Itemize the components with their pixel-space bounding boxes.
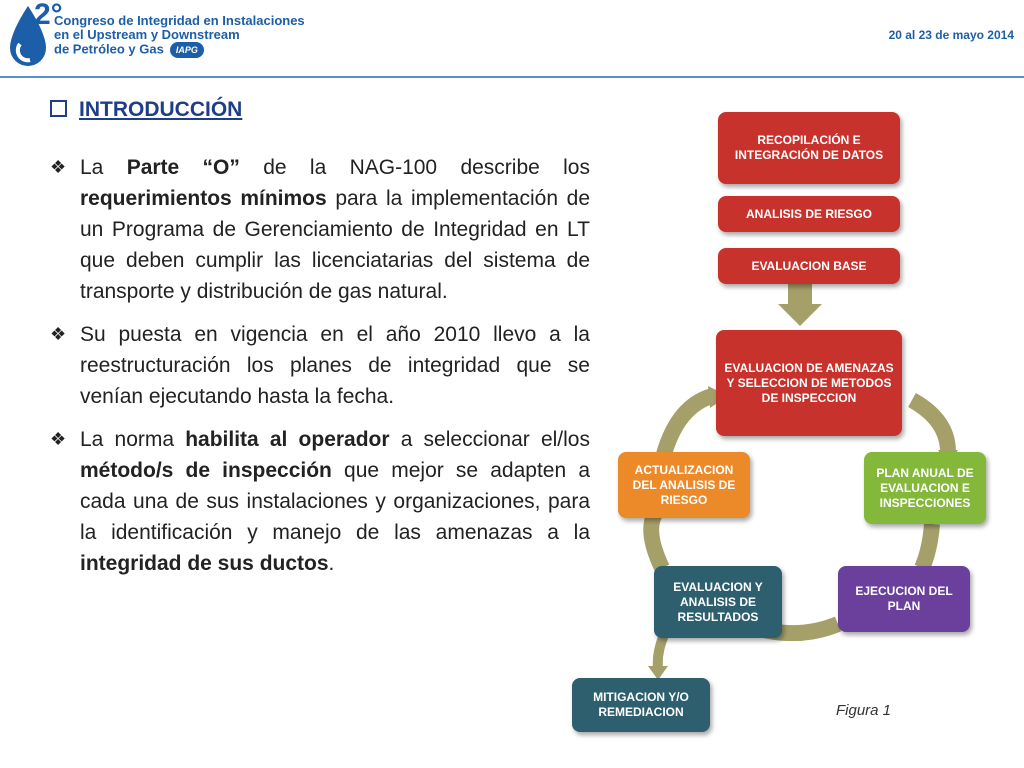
- bullet-paragraph: [50, 319, 590, 412]
- congress-title: [54, 14, 305, 58]
- node-mitigacion: MITIGACION Y/O REMEDIACION: [572, 678, 710, 732]
- text-run: para la implementación de un Programa de Gerenciamiento de Integridad en LT que deben cumplir las licenciatarias del sistema de transporte y distribución de gas natural.: [80, 187, 590, 303]
- text-run: Su puesta en vigencia en el año 2010 llevo a la reestructuración los planes de integridad que se venían ejecutando hasta la fecha.: [80, 323, 590, 408]
- congress-title-line-1: Congreso de Integridad en Instalaciones: [54, 13, 305, 28]
- bold-text-run: método/s de inspección: [80, 459, 332, 482]
- logo-number: 2°: [34, 0, 63, 31]
- node-recopilacion: RECOPILACIÓN E INTEGRACIÓN DE DATOS: [718, 112, 900, 184]
- diamond-bullet-icon: ❖: [50, 324, 67, 344]
- bold-text-run: integridad de sus ductos: [80, 552, 329, 575]
- cycle-arrow-left: [651, 512, 662, 568]
- node-evaluacion-base: EVALUACION BASE: [718, 248, 900, 284]
- diamond-bullet-icon: ❖: [50, 429, 67, 449]
- cycle-arrow-right-bottom: [922, 524, 932, 568]
- node-evaluacion-resultados: EVALUACION Y ANALISIS DE RESULTADOS: [654, 566, 782, 638]
- header-divider: [0, 76, 1024, 78]
- bold-text-run: Parte “O”: [126, 156, 240, 179]
- bullet-list: [50, 152, 590, 591]
- iapg-logo: IAPG: [170, 42, 204, 58]
- congress-title-line-2: en el Upstream y Downstream: [54, 27, 240, 42]
- figure-caption: Figura 1: [836, 702, 892, 719]
- slide-header: [0, 0, 1024, 78]
- text-run: .: [328, 552, 335, 575]
- cycle-arrow-right-top: [912, 400, 948, 452]
- node-ejecucion: EJECUCION DEL PLAN: [838, 566, 970, 632]
- checkbox-bullet-icon: [50, 100, 67, 117]
- bold-text-run: habilita al operador: [185, 428, 390, 451]
- node-analisis-riesgo: ANALISIS DE RIESGO: [718, 196, 900, 232]
- node-plan-anual: PLAN ANUAL DE EVALUACION E INSPECCIONES: [864, 452, 986, 524]
- diamond-bullet-icon: ❖: [50, 157, 67, 177]
- text-run: que mejor se adapten a cada una de sus instalaciones y organizaciones, para la identificación y manejo de las amenazas a la: [80, 459, 590, 544]
- section-title-text: INTRODUCCIÓN: [79, 98, 243, 121]
- bullet-paragraph: [50, 424, 590, 579]
- text-run: La: [80, 156, 127, 179]
- down-arrow-icon: [778, 282, 822, 326]
- event-date: 20 al 23 de mayo 2014: [888, 28, 1014, 42]
- bold-text-run: requerimientos mínimos: [80, 187, 327, 210]
- text-run: a seleccionar el/los: [389, 428, 590, 451]
- congress-title-line-3: de Petróleo y Gas: [54, 41, 164, 57]
- section-title: [50, 98, 242, 122]
- cycle-arrow-left-top: [664, 396, 712, 454]
- bullet-paragraph: [50, 152, 590, 307]
- text-run: La norma: [80, 428, 186, 451]
- node-actualizacion: ACTUALIZACION DEL ANALISIS DE RIESGO: [618, 452, 750, 518]
- text-run: de la NAG-100 describe los: [239, 156, 590, 179]
- node-evaluacion-amenazas: EVALUACION DE AMENAZAS Y SELECCION DE METODOS DE INSPECCION: [716, 330, 902, 436]
